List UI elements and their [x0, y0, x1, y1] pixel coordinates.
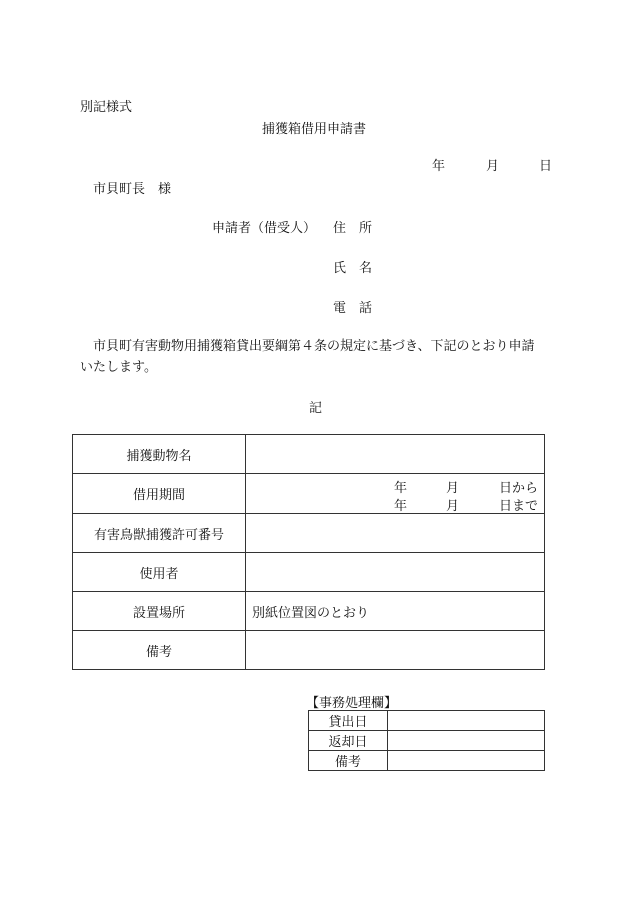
period-to-line [246, 494, 544, 512]
permit-label: 有害鳥獣捕獲許可番号 [73, 514, 246, 553]
user-value-cell[interactable] [246, 553, 545, 592]
return-date-cell[interactable] [388, 731, 545, 751]
permit-value-cell[interactable] [246, 514, 545, 553]
location-label: 設置場所 [73, 592, 246, 631]
period-to-day: 日まで [499, 498, 539, 514]
date-month: 月 [486, 159, 500, 174]
body-text-line2: いたします。 [80, 360, 157, 375]
lend-date-label: 貸出日 [309, 711, 388, 731]
body-text-line1: 市貝町有害動物用捕獲箱貸出要綱第４条の規定に基づき、下記のとおり申請 [93, 339, 535, 354]
form-label: 別記様式 [80, 100, 133, 115]
office-notes-label: 備考 [309, 751, 388, 771]
table-row [73, 592, 545, 631]
table-row [73, 435, 545, 474]
office-use-table [308, 710, 545, 771]
period-value-cell[interactable] [246, 474, 545, 514]
return-date-label: 返却日 [309, 731, 388, 751]
table-row [73, 514, 545, 553]
ki-heading: 記 [309, 401, 323, 416]
notes-label: 備考 [73, 631, 246, 670]
application-table [72, 434, 545, 670]
location-value[interactable]: 別紙位置図のとおり [246, 592, 545, 631]
animal-label: 捕獲動物名 [73, 435, 246, 474]
table-row [73, 474, 545, 514]
phone-label: 電 話 [333, 301, 373, 316]
name-label: 氏 名 [333, 261, 373, 276]
table-row [309, 751, 545, 771]
addressee: 市貝町長 様 [93, 182, 172, 197]
notes-value-cell[interactable] [246, 631, 545, 670]
period-from-day: 日から [499, 480, 539, 496]
period-from-line [246, 476, 544, 494]
address-label: 住 所 [333, 221, 373, 236]
period-from-year: 年 [394, 480, 408, 496]
applicant-label: 申請者（借受人） [212, 221, 317, 236]
period-to-year: 年 [394, 498, 408, 514]
animal-value-cell[interactable] [246, 435, 545, 474]
table-row [309, 711, 545, 731]
office-notes-cell[interactable] [388, 751, 545, 771]
table-row [73, 631, 545, 670]
date-year: 年 [432, 159, 446, 174]
lend-date-cell[interactable] [388, 711, 545, 731]
document-title: 捕獲箱借用申請書 [262, 122, 367, 137]
date-day: 日 [539, 159, 553, 174]
table-row [73, 553, 545, 592]
period-label: 借用期間 [73, 474, 246, 514]
user-label: 使用者 [73, 553, 246, 592]
period-to-month: 月 [446, 498, 460, 514]
table-row [309, 731, 545, 751]
period-from-month: 月 [446, 480, 460, 496]
office-use-title: 【事務処理欄】 [306, 696, 398, 711]
